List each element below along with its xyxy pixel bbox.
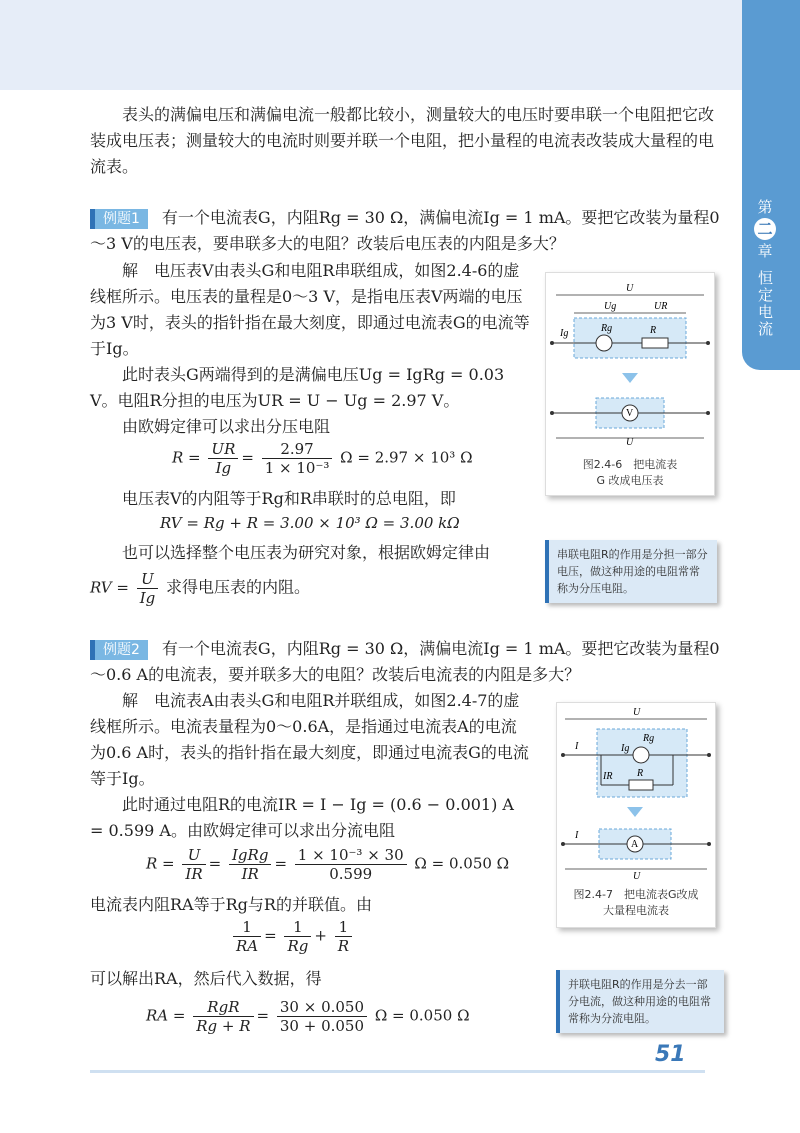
- ex2-f3-lhs: RA =: [146, 1006, 186, 1025]
- ex2-f1-d1: IR: [185, 865, 203, 883]
- fig6-v: V: [626, 408, 634, 419]
- fig6-ur: UR: [654, 301, 668, 312]
- example1-formula-rv2: [90, 570, 310, 607]
- ex2-f1-d3: 0.599: [329, 865, 373, 883]
- intro-paragraph: 表头的满偏电压和满偏电流一般都比较小，测量较大的电压时要串联一个电阻把它改装成电压表；测量较大的电流时则要并联一个电阻，把小量程的电流表改装成大量程的电流表。: [90, 105, 715, 176]
- fig7-a: A: [631, 839, 639, 850]
- circuit-series-diagram: [546, 273, 714, 448]
- fig7-caption-1: 图2.4-7 把电流表G改成: [573, 888, 699, 901]
- circuit-parallel-diagram: [557, 703, 715, 883]
- ex1-f3-d: Ig: [139, 589, 156, 607]
- example1-label: 例题1: [90, 209, 148, 229]
- fig6-arrow: [622, 373, 638, 383]
- example2-problem-text: 有一个电流表G，内阻Rg = 30 Ω，满偏电流Ig = 1 mA。要把它改装为量程0～0.6 A的电流表，要并联多大的电阻？改装后电流表的内阻是多大？: [90, 639, 720, 684]
- figure-2-4-7: [556, 702, 716, 928]
- ex2-f3-frac2: [277, 998, 367, 1035]
- ex2-f2-frac3: [335, 918, 352, 955]
- ex2-f2-frac2: [284, 918, 311, 955]
- ex2-f1-frac2: [229, 846, 271, 883]
- fig7-ir: IR: [603, 771, 613, 782]
- ex2-f2-d1: RA: [236, 937, 259, 955]
- example1-problem-text: 有一个电流表G，内阻Rg = 30 Ω，满偏电流Ig = 1 mA。要把它改装为量程0～3 V的电压表，要串联多大的电阻？改装后电压表的内阻是多大？: [90, 208, 720, 253]
- ex2-f3-d1: Rg + R: [196, 1017, 251, 1035]
- footer-line: [90, 1070, 705, 1073]
- ex2-f1-rhs: Ω = 0.050 Ω: [414, 854, 510, 873]
- ex2-f3-d2: 30 + 0.050: [279, 1017, 365, 1035]
- figure-2-4-6-caption: [546, 457, 714, 489]
- example2-problem: [90, 636, 725, 688]
- note-current-divider: 并联电阻R的作用是分去一部分电流，做这种用途的电阻常常称为分流电阻。: [556, 970, 724, 1033]
- ex2-f2-n3: 1: [335, 918, 352, 937]
- note-voltage-divider: 串联电阻R的作用是分担一部分电压，做这种用途的电阻常常称为分压电阻。: [545, 540, 717, 603]
- fig7-rg: Rg: [643, 733, 655, 744]
- header-band: [0, 0, 742, 90]
- ex1-f1-d1: Ig: [215, 459, 232, 477]
- chapter-suffix: 章: [757, 242, 773, 260]
- ex1-f3-lhs: RV =: [90, 578, 129, 597]
- ex2-f3-n1: RgR: [193, 998, 253, 1017]
- chapter-title: 恒定电流: [756, 270, 774, 338]
- fig6-u-bottom: U: [626, 437, 634, 448]
- fig6-u-top: U: [626, 283, 634, 294]
- fig6-rg: Rg: [601, 323, 613, 334]
- example2-formula-r: R = $\frac{U}{IR}$ = $\frac{\text{IgRg}}{IR}$ = $\frac{\text{1 × 10⁻³ × 30}}{0.599}$ Ω = 0.050 Ω: [146, 846, 510, 883]
- ex2-f3-frac1: [193, 998, 253, 1035]
- ex2-f2-d3: R: [337, 937, 350, 955]
- fig7-arrow: [627, 807, 643, 817]
- ex1-f1-d2: 1 × 10⁻³: [264, 459, 330, 477]
- fig6-caption-2: G 改成电压表: [596, 474, 664, 487]
- fig6-caption-1: 图2.4-6 把电流表: [582, 458, 678, 471]
- ex1-f3-frac: [137, 570, 159, 607]
- ex1-f3-n: U: [137, 570, 159, 589]
- example1-formula-r: R = $\frac{UR}{Ig}$ = $\frac{2.97}{\text{1 × 10⁻³}}$ Ω = 2.97 × 10³ Ω: [172, 440, 473, 477]
- fig6-r: R: [650, 325, 657, 336]
- ex1-f1-lhs: R =: [172, 448, 201, 467]
- example1-solution-3: 由欧姆定律可以求出分压电阻: [122, 417, 331, 436]
- example1-solution-5: 也可以选择整个电压表为研究对象，根据欧姆定律由: [122, 543, 491, 562]
- example1-formula-rv: RV = Rg + R = 3.00 × 10³ Ω = 3.00 kΩ: [160, 514, 460, 532]
- page-number: 51: [655, 1042, 686, 1067]
- ex2-f2-n2: 1: [284, 918, 311, 937]
- ex1-f1-frac1: [208, 440, 238, 477]
- ex2-f3-rhs: Ω = 0.050 Ω: [374, 1006, 470, 1025]
- ex2-f1-n2: IgRg: [229, 846, 271, 865]
- example2-solution-4: 可以解出RA，然后代入数据，得: [90, 969, 322, 988]
- ex1-f1-n2: 2.97: [262, 440, 333, 459]
- example2-label: 例题2: [90, 640, 148, 660]
- ex1-f1-n1: UR: [208, 440, 238, 459]
- ex2-f1-n3: 1 × 10⁻³ × 30: [295, 846, 407, 865]
- ex2-f1-lhs: R =: [146, 854, 175, 873]
- ex2-f1-n1: U: [182, 846, 205, 865]
- example2-formula-ra: RA = $\frac{\text{RgR}}{Rg + R}$ = $\frac{30 \times 0.050}{30 + 0.050}$ Ω = 0.050 Ω: [146, 998, 470, 1035]
- example1-problem: [90, 205, 725, 257]
- example1-solution-1: 解 电压表V由表头G和电阻R串联组成，如图2.4-6的虚线框所示。电压表的量程是0～3 V，是指电压表V两端的电压为3 V时，表头的指针指在最大刻度，即通过电流表G的电流等于Ig。: [90, 261, 530, 358]
- chapter-label: [742, 198, 788, 338]
- example2-formula-parallel: $\frac{1}{RA}$ = $\frac{1}{Rg}$ + $\frac{1}{R}$: [230, 918, 355, 955]
- fig7-u-bottom: U: [633, 871, 641, 882]
- chapter-number: 二: [754, 218, 776, 240]
- ex2-f2-frac1: [233, 918, 261, 955]
- ex2-f2-d2: Rg: [287, 937, 309, 955]
- example2-solution-2: 此时通过电阻R的电流IR = I − Ig = (0.6 − 0.001) A = 0.599 A。由欧姆定律可以求出分流电阻: [90, 795, 514, 840]
- example1-solution-2: 此时表头G两端得到的是满偏电压Ug = IgRg = 0.03 V。电阻R分担的电压为UR = U − Ug = 2.97 V。: [90, 365, 505, 410]
- fig7-r: R: [637, 768, 644, 779]
- figure-2-4-6: [545, 272, 715, 496]
- example2-solution-3: 电流表内阻RA等于Rg与R的并联值。由: [90, 895, 372, 914]
- fig7-i: I: [575, 741, 579, 752]
- ex2-f1-d2: IR: [241, 865, 259, 883]
- ex2-f3-n2: 30 × 0.050: [277, 998, 367, 1017]
- ex2-f2-n1: 1: [233, 918, 261, 937]
- fig7-ig: Ig: [621, 743, 630, 754]
- chapter-prefix: 第: [757, 198, 773, 216]
- fig7-caption-2: 大量程电流表: [603, 904, 669, 917]
- ex1-f1-rhs: Ω = 2.97 × 10³ Ω: [340, 448, 473, 467]
- ex2-f1-frac1: [182, 846, 205, 883]
- example1-solution-6: 求得电压表的内阻。: [166, 577, 311, 597]
- figure-2-4-7-caption: [557, 887, 715, 919]
- ex2-f1-frac3: [295, 846, 407, 883]
- example2-solution-1: 解 电流表A由表头G和电阻R并联组成，如图2.4-7的虚线框所示。电流表量程为0～0.6A，是指通过电流表A的电流为0.6 A时，表头的指针指在最大刻度，即通过电流表G的电流等于Ig。: [90, 691, 529, 788]
- example1-solution-4: 电压表V的内阻等于Rg和R串联时的总电阻，即: [122, 489, 456, 508]
- fig7-u-top: U: [633, 707, 641, 718]
- fig6-ig: Ig: [560, 328, 569, 339]
- fig6-ug: Ug: [604, 301, 617, 312]
- ex1-f1-frac2: [262, 440, 333, 477]
- fig7-i2: I: [575, 830, 579, 841]
